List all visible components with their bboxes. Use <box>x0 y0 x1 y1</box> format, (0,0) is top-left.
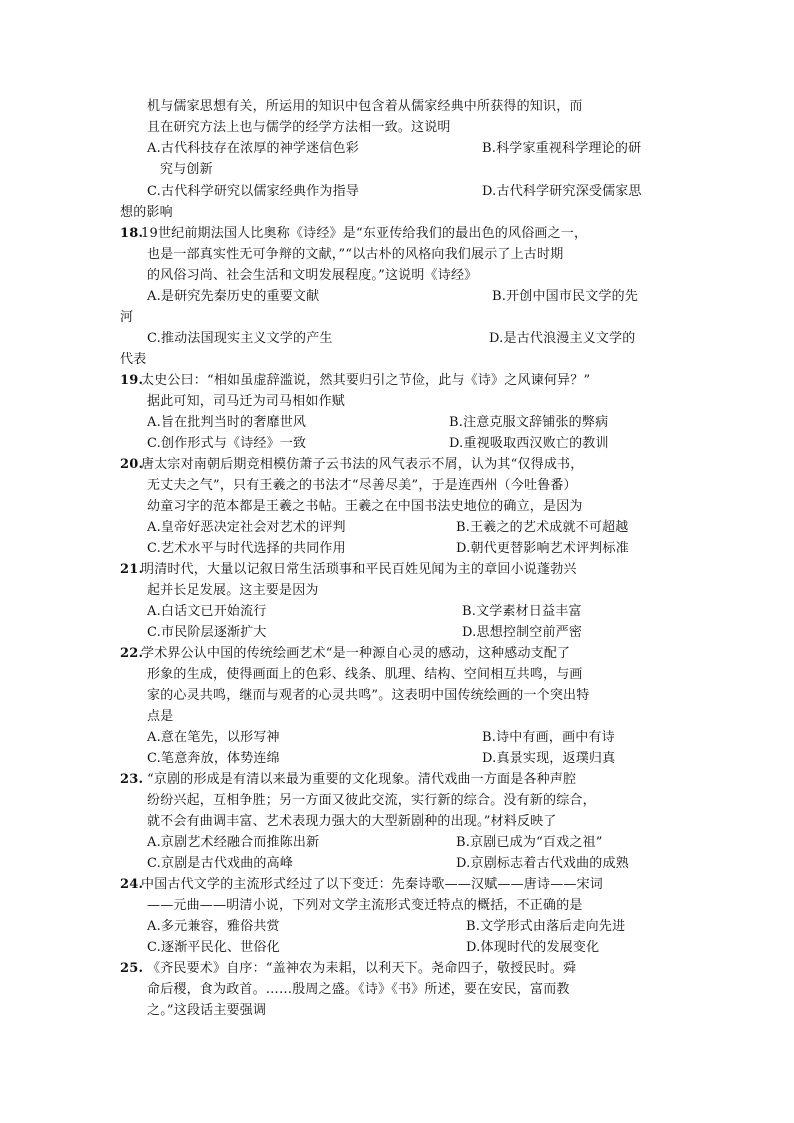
q24-number: 24. <box>120 877 144 892</box>
q23-stem-line-3: 就不会有曲调丰富、艺术表现力强大的大型新剧种的出现。”材料反映了 <box>147 814 557 829</box>
q18-option-a: A.是研究先秦历史的重要文献 <box>147 289 320 304</box>
q22-stem-line-3: 家的心灵共鸣，继而与观者的心灵共鸣”。这表明中国传统绘画的一个突出特 <box>147 688 590 703</box>
q19-option-c: C.创作形式与《诗经》一致 <box>147 436 307 451</box>
q20-option-c: C.艺术水平与时代选择的共同作用 <box>147 541 346 556</box>
q18-stem-line-3: 的风俗习尚、社会生活和文明发展程度。”这说明《诗经》 <box>147 268 478 283</box>
q22-option-b: B.诗中有画，画中有诗 <box>482 730 615 745</box>
q20-stem-line-3: 幼童习字的范本都是王羲之书帖。王羲之在中国书法史地位的确立，是因为 <box>147 499 583 514</box>
q18-stem-line-2: 也是一部真实性无可争辩的文献，”“以古朴的风格向我们展示了上古时期 <box>147 247 564 262</box>
q18-option-b: B.开创中国市民文学的先 <box>492 289 639 304</box>
q20-stem-line-2: 无丈夫之气”，只有王羲之的书法才“尽善尽美”，于是连西州（今吐鲁番） <box>147 478 577 493</box>
q19-stem-line-2: 据此可知，司马迁为司马相如作赋 <box>147 394 346 409</box>
q19-option-a: A.旨在批判当时的奢靡世风 <box>147 415 307 430</box>
q22-stem-line-4: 点是 <box>147 709 174 724</box>
q23-option-b: B.京剧已成为“百戏之祖” <box>456 835 603 850</box>
q18-option-c: C.推动法国现实主义文学的产生 <box>147 331 333 346</box>
q18-stem-line-1: 19世纪前期法国人比奥称《诗经》是“东亚传给我们的最出色的风俗画之一， <box>141 226 588 241</box>
q24-option-b: B.文学形式由落后走向先进 <box>466 919 626 934</box>
q20-option-a: A.皇帝好恶决定社会对艺术的评判 <box>147 520 346 535</box>
q22-stem-line-2: 形象的生成，使得画面上的色彩、线条、肌理、结构、空间相互共鸣，与画 <box>147 667 583 682</box>
q19-option-d: D.重视吸取西汉败亡的教训 <box>449 436 609 451</box>
q25-stem-line-1: 《齐民要术》自序：“盖神农为耒耜，以利天下。尧命四子，敬授民时。舜 <box>147 961 577 976</box>
q20-number: 20. <box>120 457 144 472</box>
q23-number: 23. <box>120 772 144 787</box>
q19-number: 19. <box>120 373 144 388</box>
q17-option-a: A.古代科技存在浓厚的神学迷信色彩 <box>147 141 359 156</box>
q21-number: 21. <box>120 562 144 577</box>
q21-option-b: B.文学素材日益丰富 <box>462 604 582 619</box>
q17-stem-line-2: 且在研究方法上也与儒学的经学方法相一致。这说明 <box>147 120 451 135</box>
q24-stem-line-2: ——元曲——明清小说，下列对文学主流形式变迁特点的概括，不正确的是 <box>147 898 583 913</box>
q17-option-b: B.科学家重视科学理论的研 <box>482 141 642 156</box>
q23-option-a: A.京剧艺术经融合而推陈出新 <box>147 835 320 850</box>
q17-option-c: C.古代科学研究以儒家经典作为指导 <box>147 184 360 199</box>
q18-option-d: D.是古代浪漫主义文学的 <box>489 331 636 346</box>
q24-stem-line-1: 中国古代文学的主流形式经过了以下变迁：先秦诗歌——汉赋——唐诗——宋词 <box>141 877 604 892</box>
q17-option-d-cont: 想的影响 <box>120 205 173 220</box>
q21-stem-line-1: 明清时代，大量以记叙日常生活琐事和平民百姓见闻为主的章回小说蓬勃兴 <box>141 562 577 577</box>
q23-option-c: C.京剧是古代戏曲的高峰 <box>147 856 294 871</box>
q23-stem-line-2: 纷纷兴起，互相争胜；另一方面又彼此交流，实行新的综合。没有新的综合， <box>147 793 596 808</box>
q22-option-d: D.真景实现，返璞归真 <box>482 751 616 766</box>
q22-number: 22. <box>120 646 144 661</box>
q24-option-a: A.多元兼容，雅俗共赏 <box>147 919 280 934</box>
q20-option-b: B.王羲之的艺术成就不可超越 <box>456 520 629 535</box>
q21-option-d: D.思想控制空前严密 <box>462 625 583 640</box>
q24-option-d: D.体现时代的发展变化 <box>466 940 600 955</box>
q17-option-b-cont: 究与创新 <box>160 162 213 177</box>
q18-option-d-cont: 代表 <box>120 352 147 367</box>
q17-option-d: D.古代科学研究深受儒家思 <box>482 184 642 199</box>
q25-stem-line-2: 命后稷，食为政首。……殷周之盛。《诗》《书》所述，要在安民，富而教 <box>147 982 570 997</box>
q18-number: 18. <box>120 226 144 241</box>
q23-stem-line-1: “京剧的形成是有清以来最为重要的文化现象。清代戏曲一方面是各种声腔 <box>147 772 577 787</box>
q25-number: 25. <box>120 961 144 976</box>
q21-option-c: C.市民阶层逐渐扩大 <box>147 625 267 640</box>
q18-option-b-cont: 河 <box>120 310 134 325</box>
q22-stem-line-1: 学术界公认中国的传统绘画艺术“是一种源自心灵的感动，这种感动支配了 <box>141 646 571 661</box>
q23-option-d: D.京剧标志着古代戏曲的成熟 <box>456 856 629 871</box>
q19-stem-line-1: 太史公曰：“相如虽虚辞滥说，然其要归引之节俭，此与《诗》之风谏何异？” <box>141 373 591 388</box>
q20-stem-line-1: 唐太宗对南朝后期竞相模仿萧子云书法的风气表示不屑，认为其“仅得成书， <box>141 457 584 472</box>
q22-option-c: C.笔意奔放，体势连绵 <box>147 751 280 766</box>
q19-option-b: B.注意克服文辞铺张的弊病 <box>449 415 609 430</box>
q22-option-a: A.意在笔先，以形写神 <box>147 730 280 745</box>
q21-option-a: A.白话文已开始流行 <box>147 604 267 619</box>
q25-stem-line-3: 之。”这段话主要强调 <box>147 1003 267 1018</box>
q17-stem-line-1: 机与儒家思想有关，所运用的知识中包含着从儒家经典中所获得的知识，而 <box>147 99 583 114</box>
q21-stem-line-2: 起并长足发展。这主要是因为 <box>147 583 319 598</box>
q20-option-d: D.朝代更替影响艺术评判标准 <box>456 541 629 556</box>
q24-option-c: C.逐渐平民化、世俗化 <box>147 940 280 955</box>
